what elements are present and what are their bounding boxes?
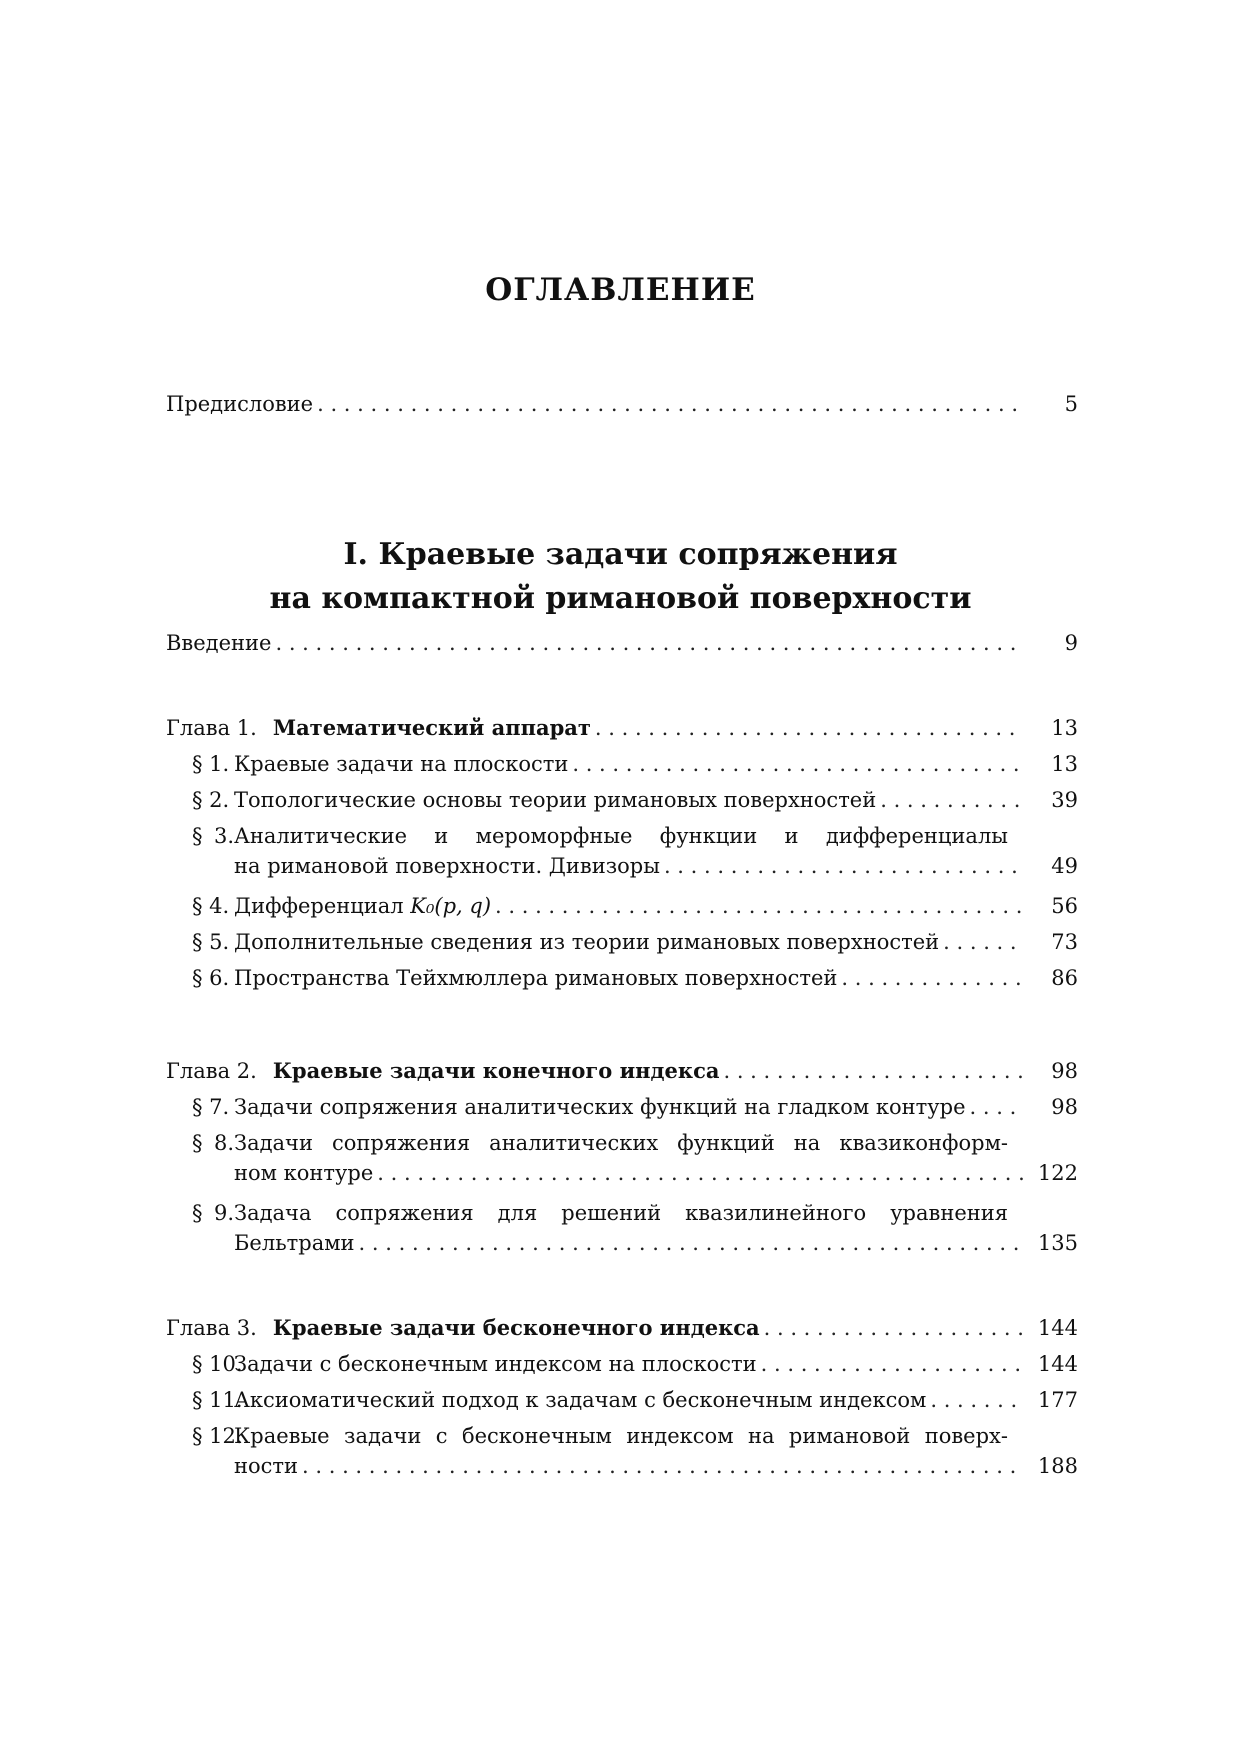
- toc-entry-intro[interactable]: [166, 628, 1078, 658]
- leader-dots: [719, 1056, 1024, 1086]
- section-title-line2: ности: [234, 1454, 299, 1478]
- page-number: 144: [1037, 1316, 1078, 1340]
- section-number: § 7.: [192, 1095, 230, 1119]
- section-title: Дифференциал: [234, 894, 404, 918]
- toc-chapter-1[interactable]: [166, 713, 1078, 743]
- toc-section-3[interactable]: [192, 821, 1078, 883]
- part-title-line2: на компактной римановой поверхности: [269, 581, 972, 616]
- toc-section-11[interactable]: [192, 1385, 1078, 1415]
- toc-chapter-3[interactable]: [166, 1313, 1078, 1343]
- section-title-line2: ном контуре: [234, 1161, 374, 1185]
- section-title-line2: Бельтрами: [234, 1231, 355, 1255]
- leader-dots: [568, 749, 1024, 779]
- chapter-name: Краевые задачи бесконечного индекса: [272, 1315, 760, 1340]
- page-number: 177: [1037, 1388, 1078, 1412]
- section-title: Краевые задачи на плоскости: [234, 752, 569, 776]
- leader-dots: [926, 1385, 1024, 1415]
- toc-section-12[interactable]: [192, 1421, 1078, 1483]
- section-number: § 8.: [192, 1131, 234, 1155]
- toc-entry-preface[interactable]: [166, 389, 1078, 419]
- page-title: ОГЛАВЛЕНИЕ: [485, 272, 756, 308]
- page-number: 13: [1051, 716, 1078, 740]
- section-number: § 10.: [192, 1352, 243, 1376]
- page-number: 98: [1051, 1059, 1078, 1083]
- page-number: 144: [1037, 1352, 1078, 1376]
- leader-dots: [660, 851, 1024, 881]
- toc-section-5[interactable]: [192, 927, 1078, 957]
- page-number: 56: [1051, 894, 1078, 918]
- toc-section-10[interactable]: [192, 1349, 1078, 1379]
- page-number: 86: [1051, 966, 1078, 990]
- section-title: Задачи сопряжения аналитических функций на гладком контуре: [234, 1095, 966, 1119]
- section-title: Аксиоматический подход к задачам с бесконечным индексом: [234, 1388, 927, 1412]
- page-number: 39: [1051, 788, 1078, 812]
- page-number: 13: [1051, 752, 1078, 776]
- math-formula: K₀(p, q): [410, 894, 492, 918]
- toc-section-8[interactable]: [192, 1128, 1078, 1190]
- leader-dots: [313, 389, 1024, 419]
- section-number: § 1.: [192, 752, 230, 776]
- chapter-label: Глава 2.: [166, 1059, 257, 1083]
- section-number: § 9.: [192, 1201, 234, 1225]
- toc-section-6[interactable]: [192, 963, 1078, 993]
- leader-dots: [355, 1228, 1024, 1258]
- section-title-line1: Аналитические и мероморфные функции и дифференциалы: [234, 824, 1008, 848]
- part-title: [0, 533, 1241, 621]
- entry-label: Предисловие: [166, 392, 314, 416]
- section-title-line1: Краевые задачи с бесконечным индексом на римановой поверх-: [234, 1424, 1008, 1448]
- leader-dots: [373, 1158, 1024, 1188]
- page-number: 5: [1064, 392, 1078, 416]
- section-number: § 2.: [192, 788, 230, 812]
- page-number: 135: [1037, 1231, 1078, 1255]
- chapter-name: Математический аппарат: [272, 715, 591, 740]
- section-number: § 3.: [192, 824, 234, 848]
- section-title: Дополнительные сведения из теории римановых поверхностей: [234, 930, 940, 954]
- page-number: 98: [1051, 1095, 1078, 1119]
- section-title: Задачи с бесконечным индексом на плоскости: [234, 1352, 757, 1376]
- leader-dots: [591, 713, 1024, 743]
- leader-dots: [837, 963, 1024, 993]
- toc-section-1[interactable]: [192, 749, 1078, 779]
- page-number: 188: [1037, 1454, 1078, 1478]
- leader-dots: [271, 628, 1024, 658]
- leader-dots: [491, 891, 1024, 921]
- page-number: 9: [1064, 631, 1078, 655]
- section-number: § 5.: [192, 930, 230, 954]
- leader-dots: [939, 927, 1024, 957]
- toc-section-4[interactable]: [192, 891, 1078, 921]
- toc-section-9[interactable]: [192, 1198, 1078, 1260]
- section-title-line2: на римановой поверхности. Дивизоры: [234, 854, 660, 878]
- section-title-line1: Задачи сопряжения аналитических функций на квазиконформ-: [234, 1131, 1008, 1155]
- chapter-name: Краевые задачи конечного индекса: [272, 1058, 720, 1083]
- leader-dots: [298, 1451, 1024, 1481]
- leader-dots: [760, 1313, 1024, 1343]
- section-number: § 6.: [192, 966, 230, 990]
- section-number: § 12.: [192, 1424, 243, 1448]
- section-title: Пространства Тейхмюллера римановых поверхностей: [234, 966, 838, 990]
- leader-dots: [966, 1092, 1024, 1122]
- toc-section-7[interactable]: [192, 1092, 1078, 1122]
- entry-label: Введение: [166, 631, 272, 655]
- leader-dots: [757, 1349, 1024, 1379]
- chapter-label: Глава 3.: [166, 1316, 257, 1340]
- toc-section-2[interactable]: [192, 785, 1078, 815]
- section-title-line1: Задача сопряжения для решений квазилинейного уравнения: [234, 1201, 1008, 1225]
- page-number: 49: [1051, 854, 1078, 878]
- page-number: 73: [1051, 930, 1078, 954]
- toc-chapter-2[interactable]: [166, 1056, 1078, 1086]
- section-title: Топологические основы теории римановых поверхностей: [234, 788, 877, 812]
- section-number: § 4.: [192, 894, 230, 918]
- leader-dots: [876, 785, 1024, 815]
- chapter-label: Глава 1.: [166, 716, 257, 740]
- part-title-line1: I. Краевые задачи сопряжения: [343, 537, 898, 572]
- page-number: 122: [1037, 1161, 1078, 1185]
- section-number: § 11.: [192, 1388, 243, 1412]
